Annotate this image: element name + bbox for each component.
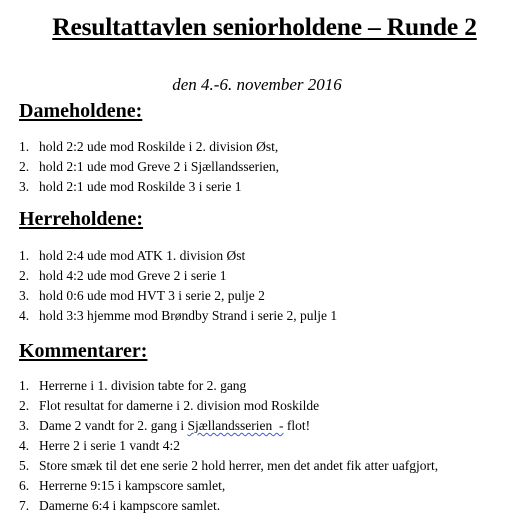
- list-item-text: hold 0:6 ude mod HVT 3 i serie 2, pulje 2: [39, 288, 265, 303]
- list-item: [19, 286, 337, 306]
- list-number: 3.: [19, 179, 30, 194]
- list-number: 1.: [19, 248, 30, 263]
- list-item: [19, 376, 438, 396]
- list-item-text: Flot resultat for damerne i 2. division mod Roskilde: [39, 398, 320, 413]
- list-number: 3.: [19, 288, 30, 303]
- list-number: 6.: [19, 478, 30, 493]
- list-number: 1.: [19, 378, 30, 393]
- list-item-text: Herre 2 i serie 1 vandt 4:2: [39, 438, 180, 453]
- list-number: 5.: [19, 458, 30, 473]
- list-number: 3.: [19, 418, 30, 433]
- list-herreholdene: [19, 246, 337, 326]
- list-item-text: Damerne 6:4 i kampscore samlet.: [39, 498, 221, 513]
- list-item: [19, 496, 438, 516]
- section-heading-herreholdene: Herreholdene:: [19, 208, 144, 230]
- list-item: [19, 396, 438, 416]
- list-kommentarer: [19, 376, 438, 516]
- list-item-text: Herrerne 9:15 i kampscore samlet,: [39, 478, 226, 493]
- list-item: [19, 137, 279, 157]
- list-item-text: hold 2:1 ude mod Greve 2 i Sjællandsserien,: [39, 159, 279, 174]
- list-number: 4.: [19, 438, 30, 453]
- list-item: [19, 266, 337, 286]
- list-item: [19, 157, 279, 177]
- section-heading-kommentarer: Kommentarer:: [19, 340, 148, 362]
- list-item: [19, 476, 438, 496]
- text-after: flot!: [283, 418, 311, 433]
- list-item: [19, 436, 438, 456]
- list-item-text: Herrerne i 1. division tabte for 2. gang: [39, 378, 247, 393]
- spellcheck-marked-text: Sjællandsserien -: [187, 418, 284, 433]
- list-number: 2.: [19, 159, 30, 174]
- text-before: Dame 2 vandt for 2. gang i: [39, 418, 188, 433]
- list-item-text: hold 3:3 hjemme mod Brøndby Strand i serie 2, pulje 1: [39, 308, 338, 323]
- list-item: [19, 456, 438, 476]
- list-item-text: hold 2:2 ude mod Roskilde i 2. division Øst,: [39, 139, 279, 154]
- list-number: 4.: [19, 308, 30, 323]
- list-number: 7.: [19, 498, 30, 513]
- list-item: [19, 177, 279, 197]
- list-item-text: hold 2:1 ude mod Roskilde 3 i serie 1: [39, 179, 242, 194]
- document-title: Resultattavlen seniorholdene – Runde 2: [52, 12, 477, 41]
- list-item: [19, 416, 438, 436]
- document-date: den 4.-6. november 2016: [172, 75, 342, 94]
- list-dameholdene: [19, 137, 279, 197]
- list-item: [19, 246, 337, 266]
- list-number: 2.: [19, 398, 30, 413]
- section-heading-dameholdene: Dameholdene:: [19, 100, 143, 122]
- list-item-text: [39, 416, 310, 436]
- list-number: 2.: [19, 268, 30, 283]
- list-item-text: Store smæk til det ene serie 2 hold herrer, men det andet fik atter uafgjort,: [39, 458, 439, 473]
- list-item: [19, 306, 337, 326]
- list-number: 1.: [19, 139, 30, 154]
- list-item-text: hold 2:4 ude mod ATK 1. division Øst: [39, 248, 246, 263]
- list-item-text: hold 4:2 ude mod Greve 2 i serie 1: [39, 268, 227, 283]
